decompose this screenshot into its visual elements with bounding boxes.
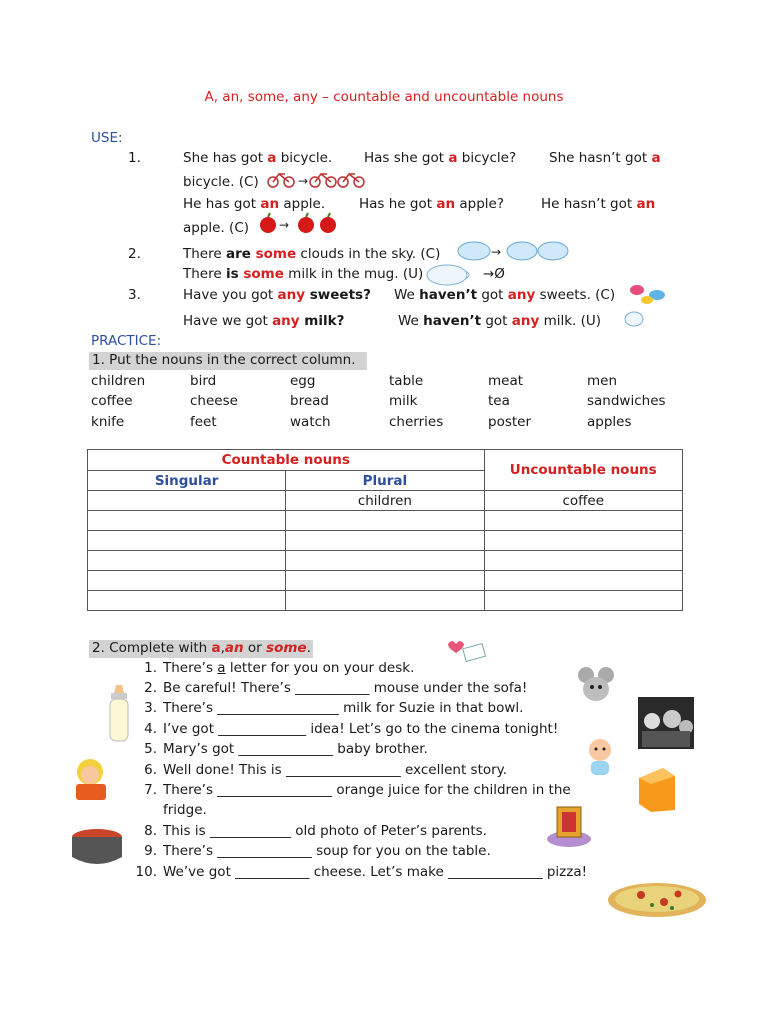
baby-bottle-icon [105, 683, 133, 745]
mouse-icon [574, 663, 618, 707]
exercise-text: Be careful! There’s ___________ mouse under the sofa! [163, 680, 528, 696]
table-cell[interactable] [286, 571, 484, 591]
exercise-item [135, 660, 414, 676]
table-cell[interactable] [286, 511, 484, 531]
exercise-item [135, 741, 428, 757]
use-number-1: 1. [128, 150, 141, 166]
task1-instruction: 1. Put the nouns in the correct column. [92, 352, 356, 368]
milk-mug-icon [425, 261, 475, 287]
use-row-1c: She hasn’t got a [549, 150, 661, 166]
cloud-icon [456, 238, 572, 262]
noun-word: bird [190, 373, 217, 389]
exercise-text: There’s [163, 660, 218, 676]
noun-word: men [587, 373, 618, 389]
exercise-number: 5. [144, 741, 157, 757]
exercise-number: 1. [144, 660, 157, 676]
table-cell[interactable] [88, 511, 286, 531]
uncountable-header: Uncountable nouns [484, 450, 682, 491]
use-row-6: There is some milk in the mug. (U) [183, 266, 424, 282]
bicycle-icon [266, 167, 370, 189]
exercise-item [135, 700, 523, 716]
exercise-number: 10. [135, 864, 157, 880]
exercise-number: 2. [144, 680, 157, 696]
exercise-text: This is ____________ old photo of Peter’s parents. [163, 823, 487, 839]
use-row-2: bicycle. (C) [183, 174, 259, 190]
svg-text:→: → [298, 174, 309, 188]
use-row-1b: Has she got a bicycle? [364, 150, 517, 166]
love-letter-icon [446, 634, 490, 664]
use-number-2: 2. [128, 246, 141, 262]
noun-word: cheese [190, 393, 238, 409]
exercise-number: 9. [144, 843, 157, 859]
exercise-item [135, 782, 571, 798]
noun-word: watch [290, 414, 331, 430]
exercise-item [135, 802, 207, 818]
girl-reading-icon [66, 756, 120, 802]
table-row [88, 591, 683, 611]
table-cell[interactable] [484, 591, 682, 611]
exercise-number: 6. [144, 762, 157, 778]
table-cell[interactable] [88, 491, 286, 511]
noun-word: apples [587, 414, 632, 430]
task2-instruction: 2. Complete with a,an or some. [92, 640, 311, 656]
apple-icon [259, 212, 341, 236]
nouns-table [87, 449, 683, 611]
pizza-icon [606, 880, 708, 920]
table-cell[interactable] [484, 551, 682, 571]
use-number-3: 3. [128, 287, 141, 303]
page-title: A, an, some, any – countable and uncountable nouns [204, 89, 564, 105]
table-row [88, 491, 683, 511]
noun-word: egg [290, 373, 316, 389]
table-cell[interactable] [88, 551, 286, 571]
exercise-number: 8. [144, 823, 157, 839]
exercise-item [135, 680, 527, 696]
use-row-7b: We haven’t got any sweets. (C) [394, 287, 616, 303]
exercise-text: We’ve got ___________ cheese. Let’s make ______________ pizza! [163, 864, 588, 880]
example-answer: a [217, 660, 226, 676]
soup-pot-icon [68, 827, 126, 869]
exercise-item [135, 843, 491, 859]
exercise-text: There’s __________________ milk for Suzie in that bowl. [163, 700, 524, 716]
baby-icon [583, 736, 617, 778]
photo-frame-icon [545, 803, 593, 849]
use-row-1a: She has got a bicycle. [183, 150, 333, 166]
noun-word: sandwiches [587, 393, 666, 409]
exercise-item [135, 762, 507, 778]
sweets-icon [627, 283, 673, 305]
table-cell[interactable]: coffee [484, 491, 682, 511]
svg-text:→: → [491, 245, 502, 259]
countable-header: Countable nouns [88, 450, 485, 471]
noun-word: knife [91, 414, 125, 430]
exercise-text: There’s _________________ orange juice for the children in the [163, 782, 571, 798]
noun-word: bread [290, 393, 329, 409]
noun-word: feet [190, 414, 217, 430]
table-row [88, 531, 683, 551]
use-row-6-arrow: →Ø [483, 266, 505, 282]
exercise-text: There’s ______________ soup for you on the table. [163, 843, 491, 859]
exercise-text: I’ve got _____________ idea! Let’s go to the cinema tonight! [163, 721, 559, 737]
exercise-text: letter for you on your desk. [225, 660, 415, 676]
table-cell[interactable] [484, 511, 682, 531]
use-label: USE: [91, 130, 123, 146]
table-cell[interactable] [88, 531, 286, 551]
exercise-number: 4. [144, 721, 157, 737]
table-cell[interactable] [484, 571, 682, 591]
exercise-text: fridge. [163, 802, 207, 818]
use-row-8a: Have we got any milk? [183, 313, 345, 329]
table-row [88, 551, 683, 571]
use-row-7a: Have you got any sweets? [183, 287, 371, 303]
table-cell[interactable]: children [286, 491, 484, 511]
use-row-3c: He hasn’t got an [541, 196, 656, 212]
noun-word: children [91, 373, 146, 389]
use-row-4: apple. (C) [183, 220, 250, 236]
table-row [88, 571, 683, 591]
milk-cup-icon [623, 306, 645, 328]
table-row [88, 511, 683, 531]
noun-word: coffee [91, 393, 133, 409]
noun-word: cherries [389, 414, 444, 430]
use-row-3b: Has he got an apple? [359, 196, 504, 212]
table-cell[interactable] [88, 591, 286, 611]
practice-label: PRACTICE: [91, 333, 162, 349]
exercise-item [135, 721, 558, 737]
noun-word: tea [488, 393, 510, 409]
cinema-audience-icon [638, 697, 694, 749]
noun-word: milk [389, 393, 418, 409]
svg-text:→: → [279, 218, 290, 232]
table-cell[interactable] [286, 531, 484, 551]
table-cell[interactable] [88, 571, 286, 591]
plural-header: Plural [286, 471, 484, 491]
use-row-8b: We haven’t got any milk. (U) [398, 313, 602, 329]
exercise-item [135, 864, 587, 880]
exercise-text: Well done! This is _________________ excellent story. [163, 762, 508, 778]
table-cell[interactable] [286, 551, 484, 571]
noun-word: table [389, 373, 424, 389]
table-cell[interactable] [484, 531, 682, 551]
noun-word: poster [488, 414, 532, 430]
table-cell[interactable] [286, 591, 484, 611]
exercise-item [135, 823, 487, 839]
exercise-text: Mary’s got ______________ baby brother. [163, 741, 428, 757]
orange-juice-icon [631, 764, 677, 814]
exercise-number: 7. [144, 782, 157, 798]
use-row-3a: He has got an apple. [183, 196, 326, 212]
exercise-number: 3. [144, 700, 157, 716]
use-row-5: There are some clouds in the sky. (C) [183, 246, 441, 262]
singular-header: Singular [88, 471, 286, 491]
noun-word: meat [488, 373, 524, 389]
